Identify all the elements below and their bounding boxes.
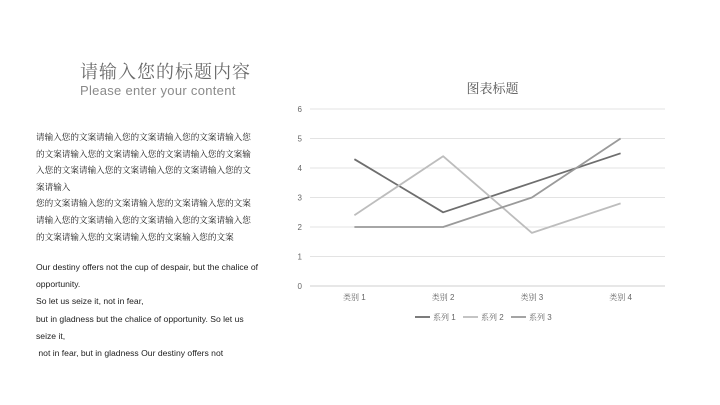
x-tick-label: 类别 2: [431, 293, 455, 302]
x-tick-label: 类别 3: [520, 293, 544, 302]
body-zh-line: 的文案请输入您的文案请输入您的文案请输入您的文案输: [36, 148, 251, 159]
x-tick-label: 类别 4: [609, 293, 632, 302]
body-en-line: seize it,: [36, 330, 66, 341]
legend-label: 系列 1: [433, 313, 456, 322]
slide-title: 请输入您的标题内容: [80, 62, 251, 82]
body-en-line: So let us seize it, not in fear,: [36, 296, 144, 307]
legend-label: 系列 2: [481, 313, 504, 322]
x-tick-label: 类别 1: [343, 293, 366, 302]
y-tick-label: 5: [297, 134, 302, 144]
y-tick-label: 6: [297, 105, 302, 114]
body-zh-line: 请输入您的文案请输入您的文案请输入您的文案请输入您: [36, 132, 251, 142]
series-line: [354, 153, 620, 212]
body-zh-line: 入您的文案请输入您的文案请输入您的文案请输入您的文: [36, 165, 251, 176]
english-body-text: [36, 259, 276, 362]
body-zh-line: 案请输入: [36, 181, 71, 192]
body-zh-line: 的文案请输入您的文案请输入您的文案输入您的文案: [36, 231, 234, 242]
body-en-line: but in gladness but the chalice of opportunity. So let us: [36, 313, 244, 324]
y-tick-label: 2: [297, 223, 302, 232]
y-tick-label: 0: [297, 282, 302, 291]
y-tick-label: 4: [297, 164, 302, 173]
line-chart: [290, 75, 680, 335]
body-en-line: opportunity.: [36, 279, 81, 290]
y-tick-label: 3: [297, 193, 302, 203]
body-en-line: Our destiny offers not the cup of despair, but the chalice of: [36, 262, 258, 272]
chinese-body-text: [36, 129, 268, 245]
slide-subtitle: Please enter your content: [80, 83, 236, 98]
line-chart-svg: [290, 75, 680, 335]
body-zh-line: 您的文案请输入您的文案请输入您的文案请输入您的文案: [36, 198, 251, 209]
chart-title: 图表标题: [466, 81, 519, 96]
legend-label: 系列 3: [529, 313, 552, 322]
body-en-line: not in fear, but in gladness Our destiny offers not: [36, 348, 224, 359]
y-tick-label: 1: [297, 252, 302, 262]
body-zh-line: 请输入您的文案请输入您的文案请输入您的文案请输入您: [36, 214, 251, 225]
